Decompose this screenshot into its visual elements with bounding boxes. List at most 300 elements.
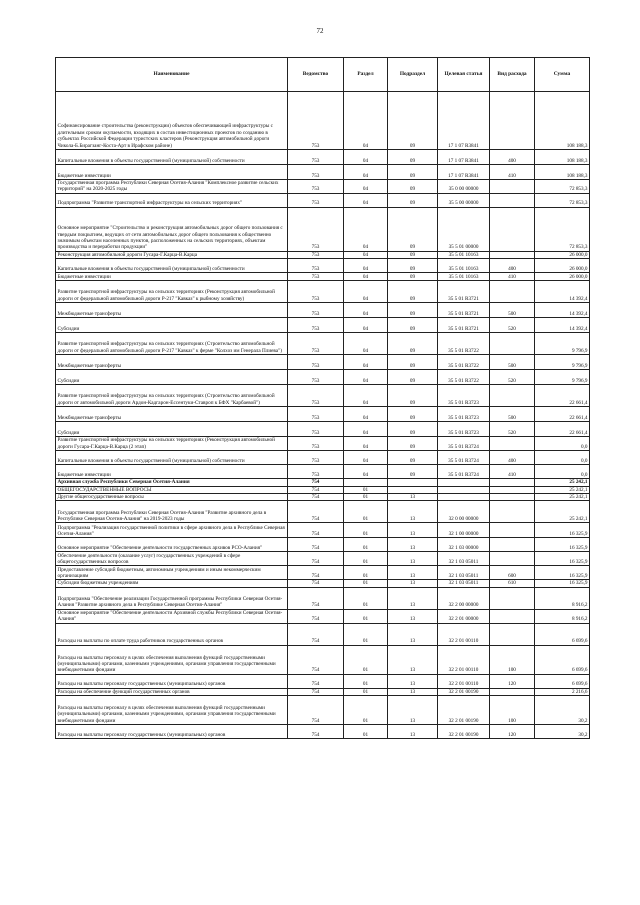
row-exptype-cell: 610 [490, 580, 535, 587]
row-section-cell: 01 [344, 688, 388, 695]
row-subsection-cell: 13 [388, 725, 438, 739]
row-sum-cell: 16 325,9 [535, 523, 590, 538]
row-dept-cell: 754 [288, 674, 344, 688]
row-subsection-cell: 13 [388, 623, 438, 645]
row-name-cell: Развитие транспортной инфраструктуры на сельских территориях (Реконструкция автомобильной дороги от федеральной автомобильной дороги Р-217 "Кавказ" к рыбному хозяйству) [56, 281, 288, 303]
header-article: Целевая статья [438, 58, 490, 92]
row-subsection-cell: 09 [388, 451, 438, 465]
row-subsection-cell: 13 [388, 580, 438, 587]
row-article-cell: 35 5 01 R3723 [438, 385, 490, 407]
row-subsection-cell: 09 [388, 370, 438, 385]
row-subsection-cell: 09 [388, 465, 438, 479]
row-subsection-cell: 09 [388, 273, 438, 281]
table-row [56, 437, 590, 451]
row-section-cell: 01 [344, 566, 388, 580]
row-sum-cell: 14 392,4 [535, 303, 590, 318]
row-section-cell: 04 [344, 92, 388, 150]
row-dept-cell: 754 [288, 725, 344, 739]
table-row [56, 318, 590, 333]
table-row [56, 587, 590, 609]
table-row [56, 150, 590, 165]
row-sum-cell: 8 916,2 [535, 587, 590, 609]
row-section-cell: 01 [344, 609, 388, 623]
row-article-cell: 35 5 01 10163 [438, 259, 490, 273]
row-sum-cell: 72 853,3 [535, 193, 590, 207]
row-article-cell: 35 5 01 R3721 [438, 318, 490, 333]
row-dept-cell: 753 [288, 193, 344, 207]
table-row [56, 92, 590, 150]
row-sum-cell: 108 188,3 [535, 150, 590, 165]
row-sum-cell: 72 853,3 [535, 180, 590, 194]
row-sum-cell: 16 325,9 [535, 580, 590, 587]
row-sum-cell: 26 000,0 [535, 259, 590, 273]
row-exptype-cell [490, 180, 535, 194]
row-name-cell: Межбюджетные трансферты [56, 407, 288, 422]
row-subsection-cell: 09 [388, 207, 438, 251]
row-article-cell: 17 1 07 R3841 [438, 165, 490, 180]
row-section-cell: 04 [344, 437, 388, 451]
row-section-cell [344, 479, 388, 486]
row-name-cell: Подпрограмма "Обеспечение реализации Государственной программы Республики Северная Осетия-Алания "Развитие архивного дела в Республике Северная Осетия-Алания" [56, 587, 288, 609]
row-article-cell: 35 5 01 00000 [438, 207, 490, 251]
table-row [56, 451, 590, 465]
row-sum-cell: 14 392,4 [535, 318, 590, 333]
row-dept-cell: 753 [288, 303, 344, 318]
row-article-cell: 35 5 01 R3724 [438, 437, 490, 451]
row-subsection-cell: 09 [388, 437, 438, 451]
row-dept-cell: 754 [288, 523, 344, 538]
row-section-cell: 01 [344, 587, 388, 609]
row-name-cell: Расходы на обеспечение функций государственных органов [56, 688, 288, 695]
row-subsection-cell: 09 [388, 92, 438, 150]
row-subsection-cell [388, 486, 438, 493]
row-sum-cell: 16 325,9 [535, 538, 590, 552]
row-article-cell: 32 2 00 00000 [438, 587, 490, 609]
row-exptype-cell [490, 623, 535, 645]
row-section-cell: 01 [344, 552, 388, 566]
row-name-cell: Государственная программа Республики Северная Осетия-Алания "Комплексное развитие сельских территорий" на 2020-2025 годы [56, 180, 288, 194]
row-exptype-cell [490, 251, 535, 258]
table-row [56, 370, 590, 385]
row-article-cell: 32 1 03 05011 [438, 580, 490, 587]
row-sum-cell: 25 242,1 [535, 486, 590, 493]
row-exptype-cell [490, 281, 535, 303]
row-dept-cell: 753 [288, 437, 344, 451]
row-name-cell: Подпрограмма "Реализация государственной политики в сфере архивного дела в Республике Северная Осетия-Алания" [56, 523, 288, 538]
row-dept-cell: 753 [288, 251, 344, 258]
row-sum-cell: 9 796,9 [535, 370, 590, 385]
row-section-cell: 01 [344, 623, 388, 645]
row-exptype-cell: 410 [490, 273, 535, 281]
row-article-cell: 32 2 01 00190 [438, 725, 490, 739]
row-article-cell [438, 486, 490, 493]
row-exptype-cell: 500 [490, 303, 535, 318]
row-subsection-cell: 09 [388, 318, 438, 333]
row-name-cell: Архивная служба Республики Северная Осетия-Алания [56, 479, 288, 486]
row-name-cell: Бюджетные инвестиции [56, 273, 288, 281]
header-sum: Сумма [535, 58, 590, 92]
row-subsection-cell: 13 [388, 645, 438, 674]
row-dept-cell: 753 [288, 273, 344, 281]
row-dept-cell: 754 [288, 645, 344, 674]
row-name-cell: Бюджетные инвестиции [56, 465, 288, 479]
table-row [56, 165, 590, 180]
row-section-cell: 01 [344, 580, 388, 587]
row-subsection-cell: 13 [388, 494, 438, 501]
row-dept-cell: 753 [288, 281, 344, 303]
table-row [56, 193, 590, 207]
table-row [56, 479, 590, 486]
row-dept-cell: 753 [288, 150, 344, 165]
table-row [56, 259, 590, 273]
table-row [56, 674, 590, 688]
row-sum-cell: 9 796,9 [535, 355, 590, 370]
row-section-cell: 04 [344, 281, 388, 303]
row-name-cell: Развитие транспортной инфраструктуры на сельских территориях (Строительство автомобильной дороги от федеральной автомобильной дороги Р-217 "Кавказ" к ферме "Колхоз им Генерала Плиева") [56, 333, 288, 355]
row-name-cell: ОБЩЕГОСУДАРСТВЕННЫЕ ВОПРОСЫ [56, 486, 288, 493]
table-row [56, 355, 590, 370]
table-row [56, 486, 590, 493]
row-sum-cell: 16 325,9 [535, 566, 590, 580]
row-subsection-cell: 09 [388, 259, 438, 273]
row-name-cell: Расходы на выплаты по оплате труда работников государственных органов [56, 623, 288, 645]
row-name-cell: Основное мероприятие "Строительство и реконструкция автомобильных дорог общего пользования с твердым покрытием, ведущих от сети автомобильных дорог общего пользования к общественно значимым объектам населенных пунктов, расположенных на сельских территориях, объектам производства и переработки продукции" [56, 207, 288, 251]
row-sum-cell: 25 242,1 [535, 479, 590, 486]
row-subsection-cell: 13 [388, 609, 438, 623]
row-name-cell: Реконструкция автомобильной дороги Гусара-Г.Карца-В.Карца [56, 251, 288, 258]
row-dept-cell: 753 [288, 259, 344, 273]
row-exptype-cell [490, 501, 535, 523]
table-row [56, 725, 590, 739]
row-exptype-cell [490, 538, 535, 552]
row-exptype-cell [490, 385, 535, 407]
row-sum-cell: 0,0 [535, 451, 590, 465]
row-dept-cell: 753 [288, 422, 344, 437]
row-section-cell: 04 [344, 259, 388, 273]
row-dept-cell: 754 [288, 623, 344, 645]
row-article-cell: 35 5 01 R3723 [438, 407, 490, 422]
row-sum-cell: 6 699,6 [535, 674, 590, 688]
row-subsection-cell: 13 [388, 538, 438, 552]
row-sum-cell: 22 661,4 [535, 407, 590, 422]
row-exptype-cell: 520 [490, 370, 535, 385]
row-exptype-cell: 100 [490, 696, 535, 725]
row-sum-cell: 72 853,3 [535, 207, 590, 251]
row-article-cell [438, 494, 490, 501]
row-subsection-cell: 09 [388, 385, 438, 407]
row-exptype-cell [490, 688, 535, 695]
row-section-cell: 01 [344, 674, 388, 688]
row-dept-cell: 753 [288, 165, 344, 180]
row-sum-cell: 6 699,6 [535, 645, 590, 674]
table-row [56, 566, 590, 580]
row-section-cell: 04 [344, 333, 388, 355]
header-section: Раздел [344, 58, 388, 92]
row-dept-cell: 754 [288, 609, 344, 623]
row-name-cell: Расходы на выплаты персоналу в целях обеспечения выполнения функций государственными (муниципальными) органами, казенными учреждениями, органами управления государственными внебюджетными фондами [56, 645, 288, 674]
row-article-cell: 32 0 00 00000 [438, 501, 490, 523]
row-subsection-cell: 13 [388, 696, 438, 725]
row-section-cell: 01 [344, 494, 388, 501]
header-name: Наименование [56, 58, 288, 92]
row-article-cell: 32 2 01 00190 [438, 696, 490, 725]
row-sum-cell: 26 000,0 [535, 273, 590, 281]
table-row [56, 538, 590, 552]
row-article-cell: 32 2 01 00000 [438, 609, 490, 623]
header-subsection: Подраздел [388, 58, 438, 92]
row-dept-cell: 753 [288, 407, 344, 422]
row-section-cell: 01 [344, 486, 388, 493]
row-sum-cell: 25 242,1 [535, 494, 590, 501]
row-subsection-cell: 13 [388, 501, 438, 523]
row-article-cell: 32 1 00 00000 [438, 523, 490, 538]
row-subsection-cell: 13 [388, 566, 438, 580]
row-subsection-cell: 13 [388, 552, 438, 566]
row-sum-cell: 16 325,9 [535, 552, 590, 566]
row-section-cell: 04 [344, 318, 388, 333]
row-article-cell: 35 5 01 R3722 [438, 370, 490, 385]
row-section-cell: 04 [344, 207, 388, 251]
row-dept-cell: 754 [288, 552, 344, 566]
row-exptype-cell: 120 [490, 725, 535, 739]
row-subsection-cell: 09 [388, 193, 438, 207]
row-exptype-cell [490, 486, 535, 493]
row-article-cell: 35 5 01 10163 [438, 251, 490, 258]
table-row [56, 180, 590, 194]
row-exptype-cell: 100 [490, 645, 535, 674]
header-dept: Ведомство [288, 58, 344, 92]
row-article-cell: 32 2 01 00190 [438, 688, 490, 695]
row-article-cell: 32 1 03 05011 [438, 566, 490, 580]
row-section-cell: 04 [344, 180, 388, 194]
row-name-cell: Капитальные вложения в объекты государственной (муниципальной) собственности [56, 451, 288, 465]
budget-table [55, 57, 590, 739]
row-dept-cell: 753 [288, 333, 344, 355]
table-row [56, 251, 590, 258]
row-dept-cell: 753 [288, 92, 344, 150]
row-name-cell: Подпрограмма "Развитие транспортной инфраструктуры на сельских территориях" [56, 193, 288, 207]
row-dept-cell: 753 [288, 318, 344, 333]
row-dept-cell: 753 [288, 385, 344, 407]
row-exptype-cell [490, 552, 535, 566]
row-dept-cell: 754 [288, 538, 344, 552]
row-sum-cell: 30,2 [535, 725, 590, 739]
table-row [56, 281, 590, 303]
row-name-cell: Капитальные вложения в объекты государственной (муниципальной) собственности [56, 150, 288, 165]
row-subsection-cell: 13 [388, 523, 438, 538]
row-dept-cell: 754 [288, 494, 344, 501]
row-name-cell: Субсидии бюджетным учреждениям [56, 580, 288, 587]
row-subsection-cell: 09 [388, 251, 438, 258]
table-row [56, 422, 590, 437]
row-exptype-cell: 410 [490, 465, 535, 479]
row-sum-cell: 8 916,2 [535, 609, 590, 623]
row-subsection-cell: 09 [388, 281, 438, 303]
row-exptype-cell: 500 [490, 407, 535, 422]
row-sum-cell: 0,0 [535, 437, 590, 451]
row-article-cell: 35 0 00 00000 [438, 180, 490, 194]
table-row [56, 523, 590, 538]
row-dept-cell: 753 [288, 370, 344, 385]
row-subsection-cell: 09 [388, 165, 438, 180]
row-exptype-cell: 400 [490, 451, 535, 465]
table-row [56, 465, 590, 479]
row-dept-cell: 754 [288, 688, 344, 695]
row-exptype-cell [490, 333, 535, 355]
row-dept-cell: 754 [288, 486, 344, 493]
row-sum-cell: 14 392,4 [535, 281, 590, 303]
row-exptype-cell [490, 609, 535, 623]
row-name-cell: Основное мероприятие "Обеспечение деятельности государственных архивов РСО-Алания" [56, 538, 288, 552]
row-sum-cell: 26 000,0 [535, 251, 590, 258]
row-name-cell: Государственная программа Республики Северная Осетия-Алания "Развитие архивного дела в Республике Северная Осетия-Алания" на 2019-2023 годы [56, 501, 288, 523]
row-exptype-cell [490, 207, 535, 251]
row-name-cell: Софинансирование строительства (реконструкции) объектов обеспечивающей инфраструктуры с длительным сроком окупаемости, входящих в состав инвестиционных проектов по созданию в субъектах Российской Федерации туристских кластеров (Реконструкция автомобильной дороги Чикола-Б.Бирагзанг-Коста-Арт в Ирафском районе) [56, 92, 288, 150]
row-article-cell: 35 5 01 10163 [438, 273, 490, 281]
row-section-cell: 01 [344, 501, 388, 523]
row-dept-cell: 754 [288, 580, 344, 587]
table-header-row [56, 58, 590, 92]
row-article-cell: 35 5 01 R3724 [438, 451, 490, 465]
row-dept-cell: 754 [288, 501, 344, 523]
row-dept-cell: 753 [288, 207, 344, 251]
row-exptype-cell: 500 [490, 355, 535, 370]
row-exptype-cell [490, 494, 535, 501]
row-dept-cell: 754 [288, 566, 344, 580]
table-row [56, 407, 590, 422]
table-row [56, 552, 590, 566]
row-article-cell: 17 1 07 R3841 [438, 92, 490, 150]
row-name-cell: Расходы на выплаты персоналу государственных (муниципальных) органов [56, 674, 288, 688]
row-section-cell: 01 [344, 696, 388, 725]
row-article-cell: 32 2 01 00110 [438, 645, 490, 674]
row-dept-cell: 754 [288, 479, 344, 486]
table-body [56, 92, 590, 739]
row-exptype-cell: 120 [490, 674, 535, 688]
row-section-cell: 04 [344, 407, 388, 422]
table-row [56, 303, 590, 318]
row-subsection-cell: 13 [388, 587, 438, 609]
row-section-cell: 01 [344, 523, 388, 538]
row-subsection-cell: 09 [388, 180, 438, 194]
row-sum-cell: 9 796,9 [535, 333, 590, 355]
row-section-cell: 04 [344, 303, 388, 318]
row-article-cell: 35 5 01 R3724 [438, 465, 490, 479]
row-article-cell [438, 479, 490, 486]
row-dept-cell: 753 [288, 180, 344, 194]
row-dept-cell: 754 [288, 696, 344, 725]
page-number: 72 [316, 27, 324, 35]
row-subsection-cell: 09 [388, 333, 438, 355]
row-subsection-cell: 09 [388, 422, 438, 437]
row-exptype-cell [490, 193, 535, 207]
row-name-cell: Межбюджетные трансферты [56, 303, 288, 318]
row-section-cell: 01 [344, 538, 388, 552]
row-article-cell: 32 1 03 00000 [438, 538, 490, 552]
row-exptype-cell: 400 [490, 150, 535, 165]
row-exptype-cell [490, 437, 535, 451]
row-dept-cell: 754 [288, 587, 344, 609]
row-section-cell: 04 [344, 165, 388, 180]
row-exptype-cell: 600 [490, 566, 535, 580]
row-section-cell: 04 [344, 370, 388, 385]
row-section-cell: 04 [344, 422, 388, 437]
row-name-cell: Межбюджетные трансферты [56, 355, 288, 370]
row-exptype-cell [490, 479, 535, 486]
row-exptype-cell: 520 [490, 318, 535, 333]
row-sum-cell: 108 188,3 [535, 92, 590, 150]
header-exptype: Вид расхода [490, 58, 535, 92]
table-row [56, 688, 590, 695]
row-sum-cell: 22 661,4 [535, 385, 590, 407]
row-subsection-cell [388, 479, 438, 486]
table-row [56, 501, 590, 523]
row-section-cell: 01 [344, 725, 388, 739]
row-subsection-cell: 09 [388, 150, 438, 165]
row-article-cell: 35 5 00 00000 [438, 193, 490, 207]
table-row [56, 273, 590, 281]
row-subsection-cell: 09 [388, 303, 438, 318]
row-exptype-cell: 520 [490, 422, 535, 437]
row-section-cell: 04 [344, 150, 388, 165]
row-sum-cell: 6 699,6 [535, 623, 590, 645]
row-section-cell: 04 [344, 385, 388, 407]
row-name-cell: Развитие транспортной инфраструктуры на сельских территориях (Строительство автомобильной дороги от автомобильной дороги Ардон-Кадгарон-Ессентуки-Ставроп к БФХ "Карбаевой") [56, 385, 288, 407]
row-sum-cell: 25 242,1 [535, 501, 590, 523]
row-article-cell: 17 1 07 R3841 [438, 150, 490, 165]
table-row [56, 385, 590, 407]
row-name-cell: Предоставление субсидий бюджетным, автономным учреждениям и иным некоммерческим организациям [56, 566, 288, 580]
table-row [56, 623, 590, 645]
row-article-cell: 35 5 01 R3721 [438, 281, 490, 303]
row-name-cell: Капитальные вложения в объекты государственной (муниципальной) собственности [56, 259, 288, 273]
row-article-cell: 35 5 01 R3722 [438, 333, 490, 355]
table-row [56, 696, 590, 725]
row-sum-cell: 2 216,6 [535, 688, 590, 695]
row-subsection-cell: 09 [388, 407, 438, 422]
row-exptype-cell: 400 [490, 259, 535, 273]
table-row [56, 609, 590, 623]
row-name-cell: Субсидии [56, 370, 288, 385]
row-name-cell: Субсидии [56, 318, 288, 333]
row-sum-cell: 0,0 [535, 465, 590, 479]
row-subsection-cell: 13 [388, 674, 438, 688]
row-article-cell: 35 5 01 R3722 [438, 355, 490, 370]
table-row [56, 645, 590, 674]
table-row [56, 580, 590, 587]
row-article-cell: 35 5 01 R3721 [438, 303, 490, 318]
row-article-cell: 35 5 01 R3723 [438, 422, 490, 437]
row-name-cell: Субсидии [56, 422, 288, 437]
row-exptype-cell [490, 523, 535, 538]
row-section-cell: 01 [344, 645, 388, 674]
row-dept-cell: 753 [288, 355, 344, 370]
row-name-cell: Бюджетные инвестиции [56, 165, 288, 180]
row-subsection-cell: 13 [388, 688, 438, 695]
row-name-cell: Расходы на выплаты персоналу в целях обеспечения выполнения функций государственными (муниципальными) органами, казенными учреждениями, органами управления государственными внебюджетными фондами [56, 696, 288, 725]
table-row [56, 333, 590, 355]
table-row [56, 494, 590, 501]
row-exptype-cell [490, 587, 535, 609]
table-row [56, 207, 590, 251]
row-article-cell: 32 1 03 05011 [438, 552, 490, 566]
row-name-cell: Основное мероприятие "Обеспечение деятельности Архивной службы Республики Северная Осетия-Алания" [56, 609, 288, 623]
row-article-cell: 32 2 01 00110 [438, 623, 490, 645]
row-name-cell: Другие общегосударственные вопросы [56, 494, 288, 501]
row-section-cell: 04 [344, 465, 388, 479]
row-dept-cell: 753 [288, 451, 344, 465]
row-section-cell: 04 [344, 355, 388, 370]
